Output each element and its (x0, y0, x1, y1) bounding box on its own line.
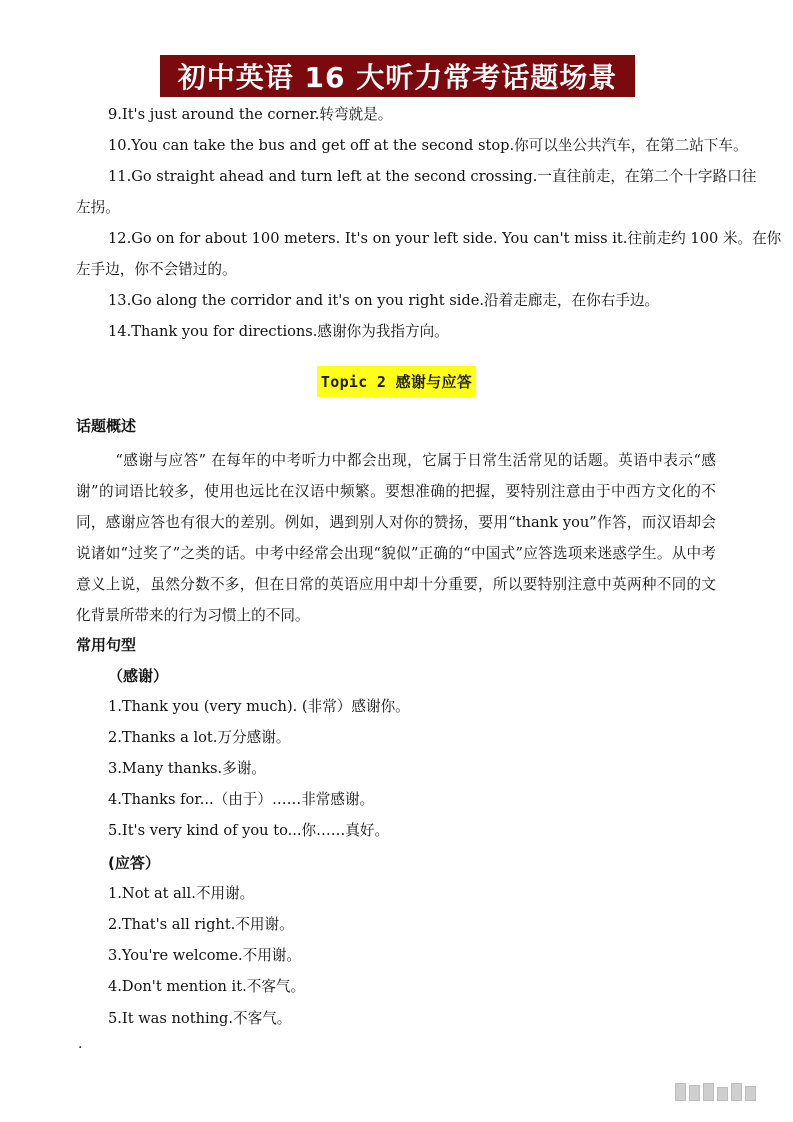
direction-sentence-12: 12.Go on for about 100 meters. It's on your left side. You can't miss it.往前走约 100 米。在你 (108, 230, 782, 247)
reply-sentence-5: 5.It was nothing.不客气。 (108, 1010, 292, 1027)
topic-heading: Topic 2 感谢与应答 (317, 366, 476, 397)
watermark-logo (675, 1083, 756, 1101)
direction-sentence-11: 11.Go straight ahead and turn left at the second crossing.一直往前走，在第二个十字路口往 (108, 168, 757, 185)
thanks-sentence-4: 4.Thanks for...（由于）……非常感谢。 (108, 791, 375, 808)
direction-sentence-12-cont: 左手边，你不会错过的。 (76, 261, 237, 278)
direction-sentence-11-cont: 左拐。 (76, 199, 120, 216)
thanks-subheading: （感谢） (108, 667, 169, 685)
common-patterns-heading: 常用句型 (76, 636, 137, 654)
reply-sentence-1: 1.Not at all.不用谢。 (108, 885, 255, 902)
trailing-dot: · (78, 1040, 83, 1056)
topic-heading-wrap (0, 366, 793, 397)
overview-paragraph: “感谢与应答” 在每年的中考听力中都会出现，它属于日常生活常见的话题。英语中表示“感谢”的词语比较多，使用也远比在汉语中频繁。要想准确的把握，要特别注意由于中西方文化的不同，感谢应答也有很大的差别。例如，遇到别人对你的赞扬，要用“thank you”作答，而汉语却会说诸如“过奖了”之类的话。中考中经常会出现“貌似”正确的“中国式”应答选项来迷惑学生。从中考意义上说，虽然分数不多，但在日常的英语应用中却十分重要，所以要特别注意中英两种不同的文化背景所带来的行为习惯上的不同。 (76, 452, 716, 624)
thanks-sentence-2: 2.Thanks a lot.万分感谢。 (108, 729, 291, 746)
reply-sentence-2: 2.That's all right.不用谢。 (108, 916, 294, 933)
direction-sentence-10: 10.You can take the bus and get off at the second stop.你可以坐公共汽车，在第二站下车。 (108, 137, 748, 154)
thanks-sentence-3: 3.Many thanks.多谢。 (108, 760, 266, 777)
reply-sentence-4: 4.Don't mention it.不客气。 (108, 978, 306, 995)
reply-sentence-3: 3.You're welcome.不用谢。 (108, 947, 301, 964)
document-title-banner: 初中英语 16 大听力常考话题场景 (160, 55, 635, 97)
direction-sentence-9: 9.It's just around the corner.转弯就是。 (108, 106, 393, 123)
direction-sentence-13: 13.Go along the corridor and it's on you right side.沿着走廊走，在你右手边。 (108, 292, 660, 309)
thanks-sentence-5: 5.It's very kind of you to...你……真好。 (108, 822, 390, 839)
direction-sentence-14: 14.Thank you for directions.感谢你为我指方向。 (108, 323, 449, 340)
thanks-sentence-1: 1.Thank you (very much). (非常）感谢你。 (108, 698, 410, 715)
reply-subheading: (应答） (108, 854, 160, 872)
overview-heading: 话题概述 (76, 417, 137, 435)
